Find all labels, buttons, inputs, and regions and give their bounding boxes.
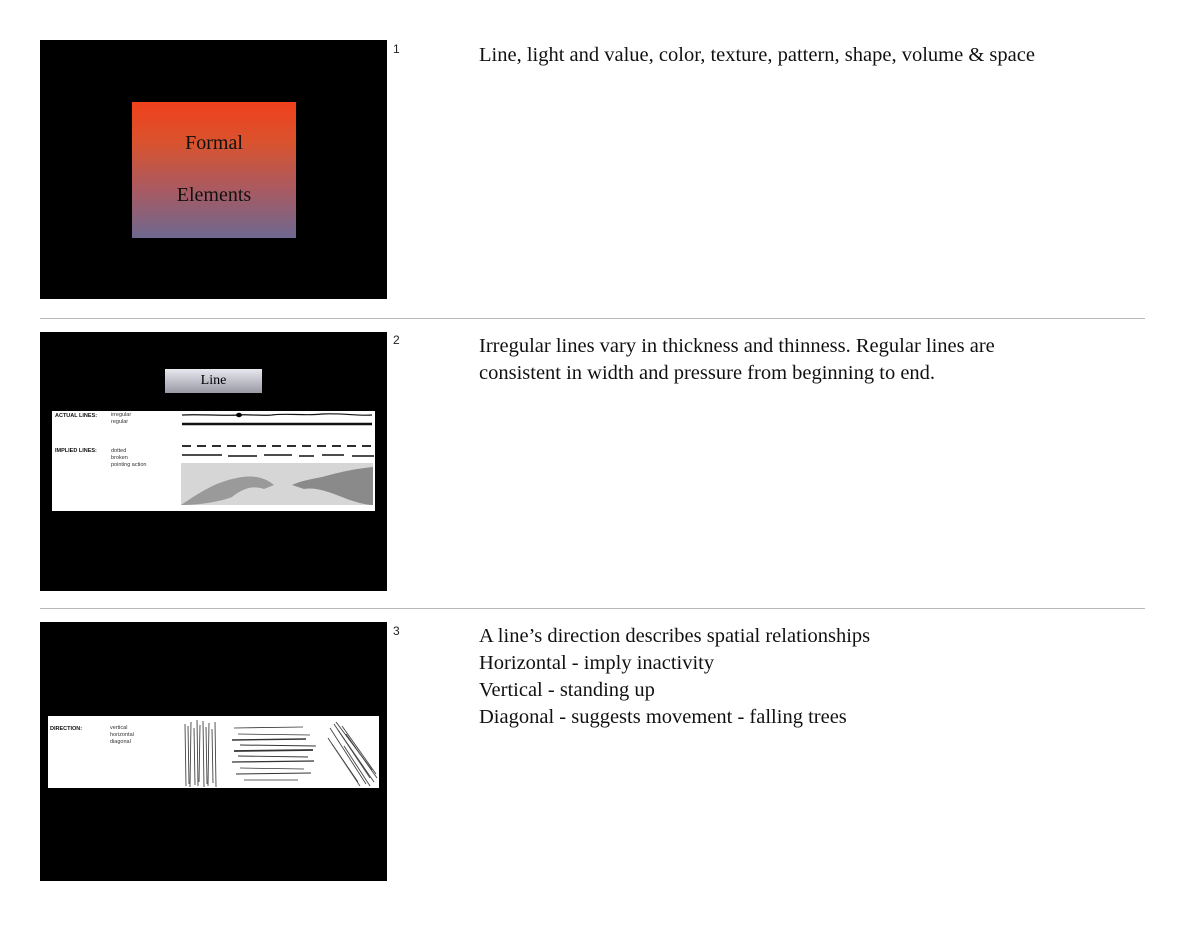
row-divider	[40, 318, 1145, 319]
direction-label: DIRECTION:	[50, 726, 83, 732]
slide-notes-1	[479, 42, 1159, 69]
actual-lines-label: ACTUAL LINES:	[55, 413, 98, 419]
direction-examples-panel	[48, 716, 379, 788]
line-samples-illustration	[52, 411, 375, 511]
line-examples-panel	[52, 411, 375, 511]
slide-number-2: 2	[393, 333, 400, 347]
notes-line: Line, light and value, color, texture, pattern, shape, volume & space	[479, 44, 1035, 66]
notes-line: Vertical - standing up	[479, 679, 655, 701]
list-item: irregular	[111, 412, 132, 418]
notes-line: A line’s direction describes spatial relationships	[479, 625, 871, 647]
diagonal-hatching	[328, 722, 377, 786]
row-divider	[40, 608, 1145, 609]
slide-thumbnail-1[interactable]	[40, 40, 387, 299]
list-item: pointing action	[111, 462, 147, 468]
list-item: regular	[111, 419, 129, 425]
list-item: broken	[111, 455, 128, 461]
slide-number-3: 3	[393, 624, 400, 638]
horizontal-hatching	[232, 727, 316, 780]
slide-title-line-1: Formal	[185, 132, 243, 154]
list-item: diagonal	[110, 739, 131, 745]
list-item: horizontal	[110, 732, 134, 738]
slide-title-box: Line	[165, 369, 262, 393]
notes-line: consistent in width and pressure from beginning to end.	[479, 362, 936, 384]
list-item: vertical	[110, 725, 128, 731]
direction-lines-illustration	[48, 716, 379, 788]
slide-title-line-2: Elements	[176, 184, 252, 206]
slide-number-1: 1	[393, 42, 400, 56]
vertical-hatching	[185, 720, 216, 787]
implied-lines-label: IMPLIED LINES:	[55, 448, 97, 454]
slide-title-box	[132, 102, 296, 238]
slide-thumbnail-2[interactable]	[40, 332, 387, 591]
notes-line: Diagonal - suggests movement - falling trees	[479, 706, 847, 728]
list-item: dotted	[111, 448, 127, 454]
notes-line: Irregular lines vary in thickness and thinness. Regular lines are	[479, 335, 995, 357]
slide-notes-2	[479, 333, 1159, 387]
notes-line: Horizontal - imply inactivity	[479, 652, 715, 674]
slide-thumbnail-3[interactable]	[40, 622, 387, 881]
slide-notes-3	[479, 623, 1159, 731]
